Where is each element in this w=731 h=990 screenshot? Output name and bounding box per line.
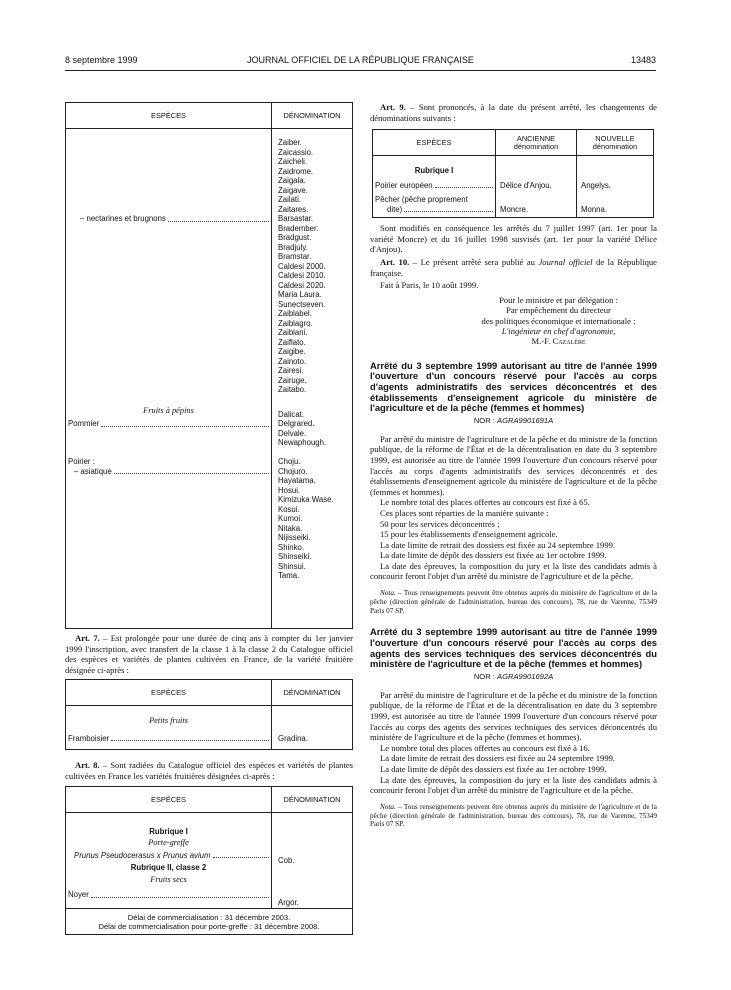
variety-name: Hayatama. [278, 476, 316, 485]
art9-row1-new: Angelys. [581, 180, 611, 190]
variety-name: Barsastar. [278, 214, 314, 223]
art8-porte-greffe: Porte-greffe [148, 838, 189, 848]
variety-name: Shinseiki. [278, 552, 312, 561]
species-cell [66, 129, 272, 629]
variety-name: Zaigibe. [278, 347, 306, 356]
variety-name: Zairuge. [278, 375, 307, 385]
arrete1-p8: La date des épreuves, la composition du jury et la liste des candidats admis à concourir feront l'objet d'un arrêté du ministre de l'agriculture et de la pêche. [370, 560, 657, 582]
art8-paragraph: Art. 8. – Sont radiées du Catalogue officiel des espèces et variétés de plantes cultivées en France les variétés fruitières désignées ci-après : [65, 760, 354, 781]
arrete1-p6: La date limite de retrait des dossiers est fixée au 24 septembre 1999. [380, 539, 616, 550]
variety-name: Nijisseiki. [278, 533, 311, 542]
art7-section: Petits fruits [149, 716, 188, 726]
variety-name: Chojuro. [278, 466, 308, 476]
arrete2-p4: La date limite de dépôt des dossiers est fixée au 1er octobre 1999. [380, 763, 607, 774]
art7-col-especes: ESPÈCES [66, 680, 272, 706]
art7-col-denomination: DÉNOMINATION [272, 680, 353, 706]
right-column [370, 102, 657, 829]
art9-rubrique: Rubrique I [414, 166, 454, 176]
variety-name: Zaigala. [278, 176, 306, 185]
variety-name: Kimizuka Wase. [278, 495, 334, 504]
arrete2-p5: La date des épreuves, la composition du jury et la liste des candidats admis à concourir feront l'objet d'un arrêté du ministre de l'agriculture et de la pêche. [370, 774, 657, 796]
art8-col-denomination: DÉNOMINATION [272, 786, 353, 812]
sig-line1: Pour le ministre et par délégation : [499, 294, 618, 305]
pommier-list [272, 410, 352, 448]
variety-name: Tama. [278, 571, 300, 580]
art9-row2-new: Monna. [581, 204, 608, 214]
arrete2-title: Arrêté du 3 septembre 1999 autorisant au titre de l'année 1999 l'ouverture d'un concours réservé pour l'accès au corps des agents des services techniques des services déconcentrés du ministère de l'agriculture et de la pêche (femmes et hommes) [370, 626, 657, 670]
art9-species-cell [373, 156, 496, 218]
variety-name: Dalicat. [278, 409, 304, 419]
art9-after: Sont modifiés en conséquence les arrêtés du 7 juillet 1997 (art. 1er pour la variété Moncre) et du 16 juillet 1998 susvisés (art. 1er pour la variété Délice d'Anjou). [370, 223, 657, 255]
variety-name: Maria Laura. [278, 290, 322, 299]
variety-name: Zainoto. [278, 356, 307, 366]
variety-name: Zaicassio. [278, 147, 314, 157]
sig-line5: M.-F. Cazalère [531, 336, 586, 347]
variety-name: Zairesi. [278, 366, 304, 375]
arrete1-p2: Le nombre total des places offertes au concours est fixé à 65. [380, 497, 590, 508]
header-journal-title: JOURNAL OFFICIEL DE LA RÉPUBLIQUE FRANÇAISE [247, 55, 474, 65]
arrete1-p3: Ces places sont réparties de la manière suivante : [380, 507, 549, 518]
arrete2-nota: Nota. – Tous renseignements peuvent être obtenus auprès du ministère de l'agriculture et de la pêche (direction générale de l'administration, bureau des concours), 78, rue de Varenne, 75349 Paris 07 SP. [370, 802, 657, 829]
variety-name: Zaigave. [278, 185, 308, 195]
arrete2-p1: Par arrêté du ministre de l'agriculture et de la pêche et du ministre de la fonction publique, de la réforme de l'État et de la décentralisation en date du 3 septembre 1999, est autorisée au titre de l'année 1999 l'ouverture d'un concours réservé pour l'accès au corps des agents des services techniques des services déconcentrés du ministère de l'agriculture et de la pêche (femmes et hommes). [370, 689, 657, 743]
variety-name: Zaiber. [278, 138, 302, 147]
denomination-cell [272, 129, 353, 629]
variety-name: Zaiblabel. [278, 309, 312, 318]
variety-name: Zaiblagro. [278, 318, 313, 328]
art7-paragraph: Art. 7. – Est prolongée pour une durée de cinq ans à compter du 1er janvier 1999 l'inscription, avec transfert de la classe 1 à la classe 2 du Catalogue officiel des espèces et variétés de plantes cultivées en France, de la variété fruitière désignée ci-après : [65, 633, 353, 675]
arrete1-p4: 50 pour les services déconcentrés ; [380, 518, 500, 529]
art8-denomination-cell [272, 812, 353, 908]
art9-row1-old: Délice d'Anjou. [500, 180, 552, 190]
arrete1 [370, 361, 657, 616]
nectarines-list [272, 138, 352, 395]
sig-line4: L'ingénieur en chef d'agronomie, [501, 325, 616, 336]
art9-col-ancienne: ANCIENNE dénomination [496, 130, 577, 156]
arrete2-p3: La date limite de retrait des dossiers est fixée au 24 septembre 1999. [380, 753, 616, 764]
variety-name: Zaitabo. [278, 385, 307, 394]
left-column [65, 102, 353, 935]
col-header-especes: ESPÈCES [66, 103, 272, 129]
sig-line3: des politiques économique et internationale : [481, 315, 636, 326]
art9-col-especes: ESPÈCES [373, 130, 496, 156]
art8-species-cell [66, 812, 272, 908]
variety-name: Zaicheli. [278, 157, 308, 166]
variety-name: Bradjuly. [278, 242, 308, 252]
arrete1-p5: 15 pour les établissements d'enseignement agricole. [380, 529, 558, 540]
art10-paragraph: Art. 10. – Le présent arrêté sera publié au Journal officiel de la République française. [370, 256, 657, 278]
art8-foot2: Délai de commercialisation pour porte-greffe : 31 décembre 2008. [98, 921, 320, 931]
variety-name: Caldesi 2000. [278, 261, 326, 271]
art7-species-cell [66, 706, 272, 750]
variety-name: Zaiblani. [278, 328, 308, 337]
variety-name: Zaiflato. [278, 337, 306, 347]
variety-name: Zailati. [278, 195, 301, 204]
art8-noyer: Noyer [66, 890, 271, 900]
col-header-denomination: DÉNOMINATION [272, 103, 353, 129]
art9-paragraph: Art. 9. – Sont prononcés, à la date du présent arrêté, les changements de dénominations suivants : [370, 102, 657, 123]
species-pommier: Pommier [66, 419, 271, 429]
species-poirier: Poirier : [68, 457, 95, 466]
arrete2 [370, 627, 657, 829]
header-date: 8 septembre 1999 [65, 55, 138, 65]
variety-name: Newaphough. [278, 438, 327, 447]
art7-name: Gradina. [278, 733, 308, 743]
header-rule [65, 70, 656, 71]
variety-name: Kumoi. [278, 514, 303, 523]
variety-name: Delgrared. [278, 419, 315, 428]
art9-old-cell [496, 156, 577, 218]
section-fruits-pepins: Fruits à pépins [143, 405, 194, 415]
art8-prunus-name: Cob. [278, 855, 295, 865]
variety-name: Bramstar. [278, 252, 312, 261]
variety-name: Zaitares. [278, 204, 309, 214]
art9-row2-old: Moncre. [500, 204, 529, 214]
art9-row2-species-b: dite) [373, 205, 495, 215]
art7-table [65, 679, 353, 750]
art7-species: Framboisier [66, 734, 271, 744]
arrete1-nor: NOR : AGRA9901691A [473, 415, 554, 425]
art8-foot1: Délai de commercialisation : 31 décembre 2003. [127, 912, 291, 922]
species-nectarines: – nectarines et brugnons [66, 214, 271, 224]
varieties-table [65, 102, 353, 629]
variety-name: Shinko. [278, 542, 305, 552]
variety-name: Caldesi 2010. [278, 271, 326, 280]
art10-fait: Fait à Paris, le 10 août 1999. [380, 280, 479, 291]
variety-name: Kosui. [278, 504, 300, 514]
page-header [65, 55, 656, 69]
art8-fruits-secs: Fruits secs [150, 874, 187, 884]
arrete1-p7: La date limite de dépôt des dossiers est fixée au 1er octobre 1999. [380, 550, 607, 561]
variety-name: Zaidrome. [278, 166, 314, 176]
art9-new-cell [577, 156, 654, 218]
art8-rubrique1: Rubrique I [149, 826, 188, 836]
variety-name: Sunectseven. [278, 299, 326, 309]
art7-denomination-cell [272, 706, 353, 750]
arrete1-nota: Nota. – Tous renseignements peuvent être obtenus auprès du ministère de l'agriculture et de la pêche (direction générale de l'administration, bureau des concours), 78, rue de Varenne, 75349 Paris 07 SP. [370, 589, 657, 615]
arrete1-p1: Par arrêté du ministre de l'agriculture et de la pêche et du ministre de la fonction publique, de la réforme de l'État et de la décentralisation en date du 3 septembre 1999, est autorisée au titre de l'année 1999 l'ouverture d'un concours réservé pour l'accès au corps d'agents administratifs des services déconcentrés et des établissements d'enseignement agricole du ministère de l'agriculture et de la pêche (femmes et hommes). [370, 433, 657, 497]
art8-table [65, 786, 353, 935]
art9-row2-species-a: Pêcher (pêche proprement [375, 195, 468, 205]
variety-name: Delvale. [278, 428, 307, 438]
variety-name: Caldesi 2020. [278, 280, 326, 290]
art9-table [372, 129, 654, 218]
species-asiatique: – asiatique [66, 467, 271, 477]
art9-col-nouvelle: NOUVELLE dénomination [577, 130, 654, 156]
art8-noyer-name: Argor. [278, 898, 299, 908]
art8-col-especes: ESPÈCES [66, 786, 272, 812]
arrete1-title: Arrêté du 3 septembre 1999 autorisant au titre de l'année 1999 l'ouverture d'un concours réservé pour l'accès au corps d'agents administratifs des services déconcentrés et des établissements d'enseignement agricole du ministère de l'agriculture et de la pêche (femmes et hommes) [370, 359, 657, 414]
sig-line2: Par empêchement du directeur [506, 305, 611, 316]
variety-name: Nitaka. [278, 523, 303, 533]
arrete2-p2: Le nombre total des places offertes au concours est fixé à 16. [380, 742, 590, 753]
variety-name: Hosui. [278, 485, 301, 495]
signature-block [370, 295, 657, 347]
asiatique-list [272, 457, 352, 581]
variety-name: Bradember. [278, 223, 319, 233]
art8-rubrique2: Rubrique II, classe 2 [130, 863, 207, 873]
variety-name: Choju. [278, 457, 301, 466]
variety-name: Bradgust. [278, 233, 312, 242]
header-page-number: 13483 [630, 55, 656, 65]
arrete2-nor: NOR : AGRA9901692A [473, 671, 554, 681]
art9-row1-species: Poirier européen [373, 181, 495, 191]
art8-footnote [66, 908, 353, 934]
art8-prunus: Prunus Pseudocerasus x Prunus avium [66, 851, 271, 861]
variety-name: Shinsui. [278, 561, 306, 571]
